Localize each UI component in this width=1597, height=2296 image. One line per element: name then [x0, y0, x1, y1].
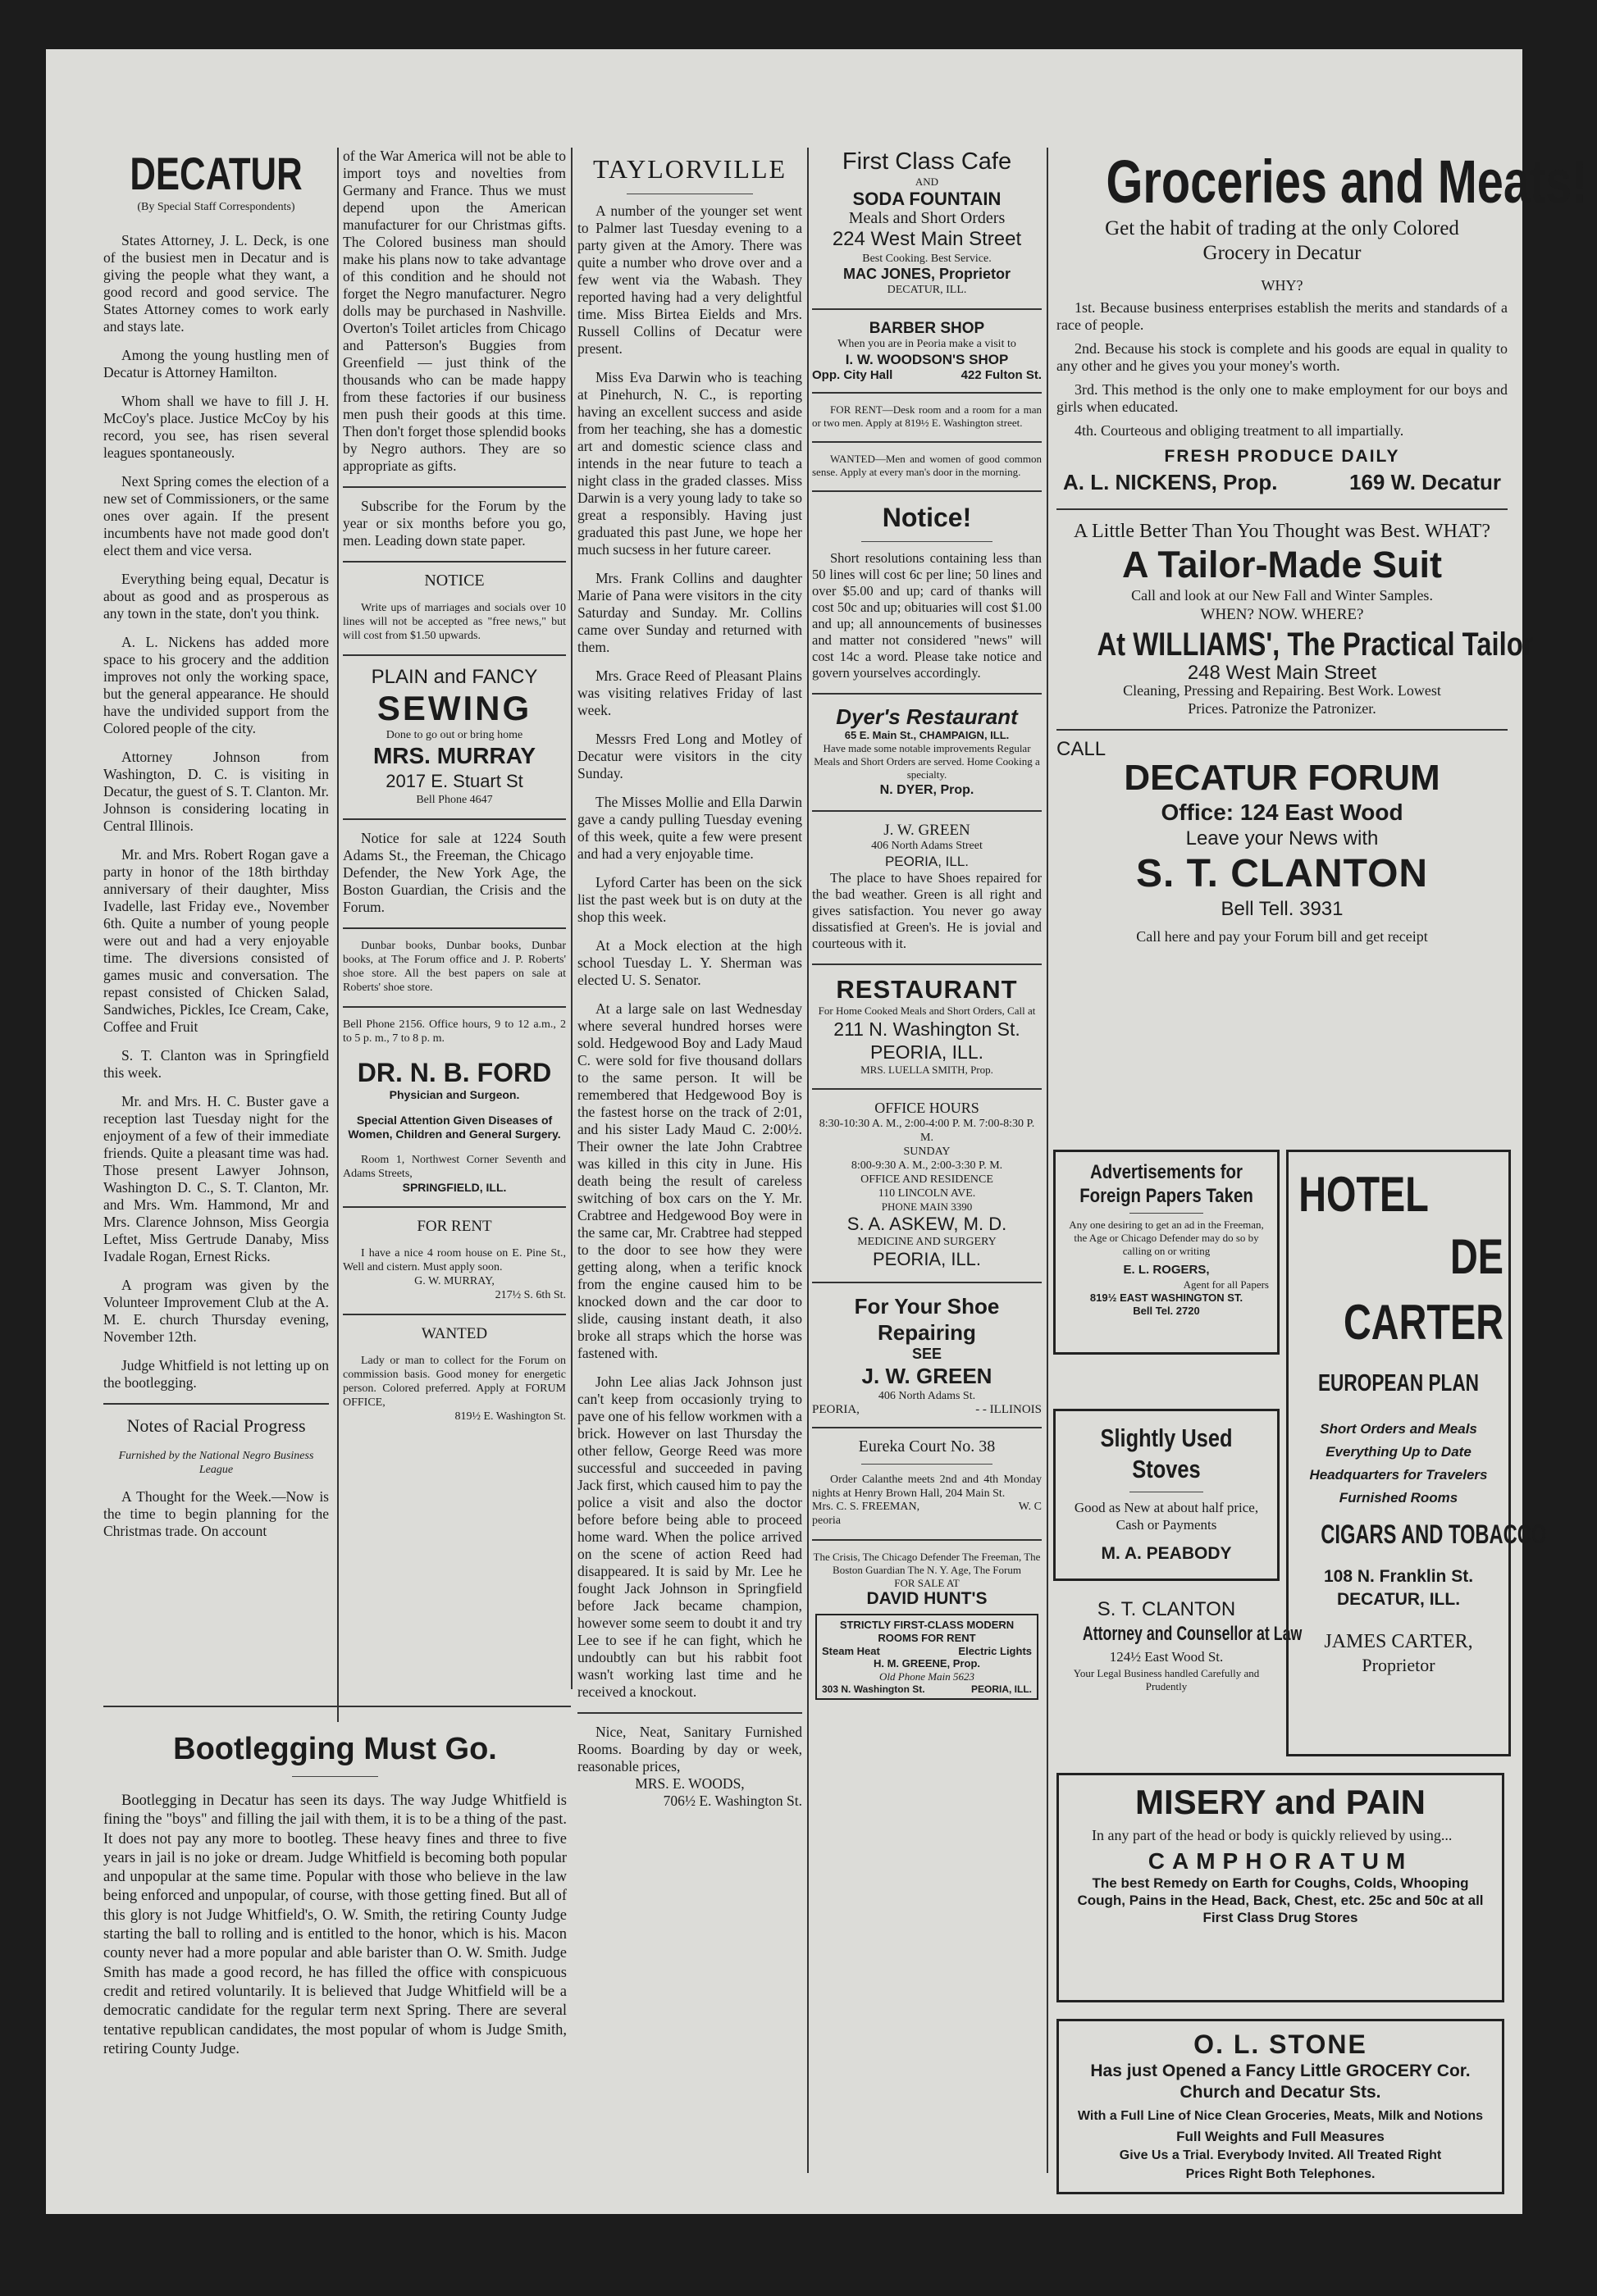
eureka-title: Eureka Court No. 38 — [858, 1437, 996, 1456]
divider — [343, 654, 566, 656]
groceries-reason: 1st. Because business enterprises establish the merits and standards of a race of people. — [1056, 299, 1508, 333]
barber-address: 422 Fulton St. — [960, 368, 1042, 382]
hotel-services: Short Orders and Meals Everything Up to Date Headquarters for Travelers Furnished Rooms — [1309, 1421, 1488, 1506]
divider — [861, 541, 992, 542]
greene-address: 303 N. Washington St. — [822, 1683, 925, 1695]
paragraph: At a Mock election at the high school Tuesday L. Y. Sherman was elected U. S. Senator. — [577, 937, 802, 988]
restaurant-city: PEORIA, ILL. — [869, 1041, 984, 1063]
adv-address: 819½ EAST WASHINGTON ST. — [1089, 1292, 1243, 1304]
divider — [812, 1427, 1042, 1428]
paragraph: At a large sale on last Wednesday where several hundred horses were sold. Hedgewood Boy and Lady Maud C. were sold for five thousand dollars to the same person. It will be remembered that Hedgewood Boy is the fastest horse on the track of 2:01, and his sister Lady Maud C. 2:00½. Their owner the late John Crabtree was killed in this city in June. His death being the result of careless switching of box cars on the Y. Mr. Crabtree and Hedgewood Boy were in the same car, Mr. Crabtree had stepped to the door to see how they were getting along, when a terific knock from the engine caused him to be knocked down and the car door to slide, causing instant death, it also broke all straps which the horse was fastened with. — [577, 1000, 802, 1361]
paragraph: Among the young hustling men of Decatur is Attorney Hamilton. — [103, 347, 329, 380]
greene-phone: Old Phone Main 5623 — [879, 1670, 974, 1683]
divider — [861, 1464, 992, 1465]
paragraph: Mr. and Mrs. H. C. Buster gave a reception last Tuesday night for the enjoyment of a few of their immediate friends. Quite a pleasant time was had. Those present Lawyer Johnson, Washington D. C., S. T. Clanton, Mr. and Mrs. Wm. Hammond, Mr and Mrs. Clarence Johnson, Miss Georgia Leftet, Miss Gertrude Danaby, Miss Ivadale Rogan, Ernest Ricks. — [103, 1093, 329, 1264]
misery-title: MISERY and PAIN — [1135, 1783, 1426, 1821]
hotel-name: DE CARTER — [1344, 1229, 1503, 1350]
shoe-see: SEE — [911, 1346, 942, 1362]
green-city: PEORIA, ILL. — [884, 854, 970, 869]
paragraph: A number of the younger set went to Palmer last Tuesday evening to a party given at the Amory. There was quite a number who drove over and a few went via the Wabash. They reported having had a very delightful time. Miss Birtea Eields and Mrs. Russell Collins of Decatur were present. — [577, 203, 802, 357]
askew-hours-label: OFFICE HOURS — [874, 1100, 979, 1116]
divider — [292, 1776, 378, 1777]
divider — [343, 561, 566, 563]
sewing-address: 2017 E. Stuart St — [386, 771, 523, 791]
askew-hours: 8:30-10:30 A. M., 2:00-4:00 P. M. 7:00-8:30 P. M. — [819, 1118, 1035, 1144]
forum-note: Call here and pay your Forum bill and get receipt — [1136, 928, 1428, 945]
eureka-title-short: W. C — [1018, 1501, 1042, 1513]
paragraph: Mrs. Frank Collins and daughter Marie of Pana were visitors in the city Saturday and Sunday. Mr. Collins came over Sunday and returned with them. — [577, 570, 802, 655]
forrent-classified: FOR RENT—Desk room and a room for a man or two men. Apply at 819½ E. Washington street. — [812, 403, 1042, 429]
askew-phone: PHONE MAIN 3390 — [881, 1200, 973, 1213]
wanted-address: 819½ E. Washington St. — [454, 1410, 566, 1423]
stone-name: O. L. STONE — [1193, 2029, 1367, 2059]
forum-agent: S. T. CLANTON — [1135, 852, 1429, 895]
divider — [103, 1403, 329, 1405]
ford-name: DR. N. B. FORD — [357, 1058, 552, 1087]
taylorville-column — [577, 148, 802, 2214]
divider — [1056, 508, 1508, 510]
shoe-title-2: Repairing — [878, 1320, 976, 1345]
ads-column — [812, 148, 1042, 2214]
askew-specialty: MEDICINE AND SURGERY — [857, 1236, 997, 1248]
stone-line: With a Full Line of Nice Clean Groceries, Meats, Milk and Notions — [1077, 2109, 1484, 2123]
divider — [812, 1539, 1042, 1541]
column-rule — [337, 148, 339, 1722]
barber-title: BARBER SHOP — [869, 320, 985, 337]
column-two — [343, 148, 566, 1697]
notes-text: A Thought for the Week.—Now is the time to begin planning for the Christmas trade. On account — [103, 1488, 329, 1539]
paragraph: Lyford Carter has been on the sick list the past week but is on duty at the shop this week. — [577, 874, 802, 925]
green-name: J. W. GREEN — [883, 822, 970, 839]
notes-heading: Notes of Racial Progress — [126, 1415, 306, 1436]
paragraph: Attorney Johnson from Washington, D. C. is visiting in Decatur, the guest of S. T. Clanton. Mr. Johnson is considering locating in Central Illinois. — [103, 749, 329, 834]
cafe-address: 224 West Main Street — [832, 228, 1022, 250]
barber-name: I. W. WOODSON'S SHOP — [845, 352, 1009, 367]
bootlegging-text: Bootlegging in Decatur has seen its days. The way Judge Whitfield is fining the "boys" and filling the jail with them, it is to be a thing of the past. It does not pay any more to bootleg. These heavy fines and three to five years in jail is no joke or dream. Judge Whitfield is becoming both popular and unpopular at the same time. Popular with those who believe in the law being enforced and unpopular, of course, with those getting fined. But all of this glory is not Judge Whitfield's, O. W. Smith, the retiring County Judge starting the ball to rolling and is entitled to the honor, which is his. Macon county never had a more popular and able barister than O. W. Smith. Judge Smith has made a good record, he has filled the office with conspicuous credit and retired voluntarily. It is believed that Judge Whitfield will be a democratic candidate for the regular term next Spring. There are several tentative republican candidates, the most popular of whom is Judge Smith, retiring County Judge. — [103, 1793, 567, 2057]
cafe-line: Meals and Short Orders — [848, 209, 1006, 227]
ford-title: Physician and Surgeon. — [389, 1088, 520, 1101]
paragraph: Mr. and Mrs. Robert Rogan gave a party in honor of the 18th birthday anniversary of their daughter, Miss Ivadelle, last Friday eve., November 6th. Quite a number of young people were out and had a very enjoyable time. The diversions consisted of games music and conversation. The repast consisted of Chicken Salad, Sandwiches, Pickles, Ice Cream, Cake, Coffee and Fruit — [103, 846, 329, 1035]
greene-title: STRICTLY FIRST-CLASS MODERN ROOMS FOR RENT — [839, 1619, 1015, 1644]
clanton-title: Attorney and Counsellor at Law — [1082, 1623, 1303, 1645]
cafe-subtitle: SODA FOUNTAIN — [852, 189, 1002, 209]
groceries-tagline: Get the habit of trading at the only Colored Grocery in Decatur — [1105, 217, 1459, 264]
clanton-text: Your Legal Business handled Carefully and Prudently — [1073, 1667, 1260, 1692]
tailor-services: Cleaning, Pressing and Repairing. Best Work. Lowest Prices. Patronize the Patronizer. — [1123, 682, 1441, 717]
divider — [812, 490, 1042, 492]
stone-line: Give Us a Trial. Everybody Invited. All Treated Right — [1119, 2148, 1442, 2162]
paragraph: Everything being equal, Decatur is about as good and as prosperous as any town in the state, don't you think. — [103, 571, 329, 622]
divider — [812, 693, 1042, 695]
groceries-proprietor: A. L. NICKENS, Prop. — [1063, 470, 1278, 494]
shoe-name: J. W. GREEN — [861, 1364, 992, 1388]
divider — [812, 441, 1042, 443]
rent-name: G. W. MURRAY, — [414, 1275, 495, 1287]
foreign-papers-ad — [1053, 1150, 1280, 1355]
cafe-city: DECATUR, ILL. — [887, 284, 967, 296]
rent-address: 217½ S. 6th St. — [495, 1289, 566, 1301]
shoe-city: PEORIA, — [812, 1403, 860, 1416]
paragraph: Mrs. Grace Reed of Pleasant Plains was visiting relatives Friday of last week. — [577, 667, 802, 718]
hotel-title: HOTEL — [1298, 1167, 1429, 1222]
wanted-text: Lady or man to collect for the Forum on commission basis. Good money for energetic person. Colored preferred. Apply at FORUM OFFICE, — [343, 1355, 566, 1409]
shoe-address: 406 North Adams St. — [878, 1390, 976, 1402]
divider — [343, 1314, 566, 1315]
tailor-line: Call and look at our New Fall and Winter Samples. — [1131, 587, 1433, 604]
greene-heat: Steam Heat — [822, 1645, 880, 1657]
misery-product: CAMPHORATUM — [1148, 1848, 1413, 1874]
groceries-title: Groceries and Meats! — [1106, 148, 1588, 216]
cafe-proprietor: MAC JONES, Proprietor — [842, 266, 1011, 282]
groceries-why: WHY? — [1261, 277, 1303, 294]
sewing-name: MRS. MURRAY — [372, 743, 536, 768]
woods-address: 706½ E. Washington St. — [663, 1793, 802, 1809]
askew-office: OFFICE AND RESIDENCE — [860, 1173, 993, 1186]
paragraph: Judge Whitfield is not letting up on the bootlegging. — [103, 1357, 329, 1391]
notice-heading: Notice! — [882, 503, 972, 532]
tailor-tagline: A Little Better Than You Thought was Best. WHAT? — [1074, 521, 1490, 542]
askew-sunday: 8:00-9:30 A. M., 2:00-3:30 P. M. — [851, 1159, 1003, 1172]
adv-title: Advertisements for Foreign Papers Taken — [1079, 1161, 1253, 1207]
hotel-ad — [1286, 1150, 1547, 1756]
restaurant-address: 211 N. Washington St. — [833, 1018, 1020, 1040]
restaurant-line: For Home Cooked Meals and Short Orders, Call at — [818, 1004, 1036, 1017]
adv-phone: Bell Tel. 2720 — [1133, 1305, 1200, 1317]
forum-title: DECATUR FORUM — [1124, 758, 1440, 798]
forsale-note: Notice for sale at 1224 South Adams St., the Freeman, the Chicago Defender, the New York Age, the Boston Guardian, the Crisis and the Forum. — [343, 830, 566, 915]
bootlegging-heading: Bootlegging Must Go. — [173, 1732, 497, 1766]
divider — [812, 392, 1042, 394]
tailor-name: At WILLIAMS', The Practical Tailor — [1097, 626, 1534, 663]
divider — [812, 963, 1042, 965]
hotel-address: 108 N. Franklin St. — [1323, 1567, 1474, 1586]
greene-proprietor: H. M. GREENE, Prop. — [873, 1657, 980, 1670]
forum-call: CALL — [1056, 738, 1106, 760]
tailor-title: A Tailor-Made Suit — [1121, 544, 1442, 585]
paragraph: The Misses Mollie and Ella Darwin gave a candy pulling Tuesday evening of this week, quite a few were present and had a very enjoyable time. — [577, 794, 802, 862]
groceries-reason: 4th. Courteous and obliging treatment to all impartially. — [1075, 422, 1404, 439]
tailor-when: WHEN? NOW. WHERE? — [1200, 606, 1364, 623]
hunt-name: DAVID HUNT'S — [866, 1589, 988, 1608]
paragraph: Whom shall we have to fill J. H. McCoy's place. Justice McCoy by his record, you see, has risen several leagues spontaneously. — [103, 393, 329, 461]
decatur-paras — [103, 232, 329, 1392]
divider — [577, 1712, 802, 1714]
sewing-ad — [343, 666, 566, 807]
section-rule — [103, 1706, 571, 1707]
stoves-text: Good as New at about half price, Cash or Payments — [1074, 1500, 1259, 1533]
column-rule — [571, 148, 573, 1689]
decatur-heading: DECATUR — [130, 148, 303, 199]
paragraph: States Attorney, J. L. Deck, is one of the busiest men in Decatur and is giving the people what they want, a good record and good service. The States Attorney comes to work early and stays late. — [103, 232, 329, 335]
divider — [343, 818, 566, 820]
askew-city: PEORIA, ILL. — [872, 1249, 982, 1269]
notice-text: Write ups of marriages and socials over 10 lines will not be accepted as "free news," but will cost from $1.50 upwards. — [343, 602, 566, 642]
stone-announcement: Has just Opened a Fancy Little GROCERY Cor. Church and Decatur Sts. — [1090, 2061, 1471, 2102]
clanton-name: S. T. CLANTON — [1097, 1598, 1236, 1620]
greene-lights: Electric Lights — [958, 1645, 1032, 1657]
decatur-column — [103, 148, 329, 1697]
clanton-address: 124½ East Wood St. — [1109, 1649, 1224, 1665]
sewing-line: PLAIN and FANCY — [371, 666, 538, 688]
notice-rates: Short resolutions containing less than 50 lines will cost 6c per line; 50 lines and over $5.00 and up; card of thanks will cost 50c and up; obituaries will cost $1.00 and up; all announcements of businesses and matter not considered "news" will cost 14c a word. Please take notice and govern yourselves accordingly. — [812, 550, 1042, 681]
forum-office: Office: 124 East Wood — [1161, 800, 1403, 825]
divider — [343, 927, 566, 929]
wanted-heading: WANTED — [421, 1325, 488, 1342]
adv-text: Any one desiring to get an ad in the Freeman, the Age or Chicago Defender may do so by calling on or writing — [1069, 1219, 1264, 1257]
stoves-ad — [1053, 1409, 1280, 1581]
paragraph: S. T. Clanton was in Springfield this week. — [103, 1047, 329, 1081]
hotel-plan: EUROPEAN PLAN — [1317, 1370, 1480, 1396]
hotel-proprietor: Proprietor — [1362, 1655, 1435, 1675]
hotel-city: DECATUR, ILL. — [1336, 1590, 1461, 1609]
adv-agent: Agent for all Papers — [1183, 1278, 1269, 1291]
forum-phone: Bell Tell. 3931 — [1221, 898, 1344, 920]
groceries-produce: FRESH PRODUCE DAILY — [1164, 447, 1400, 466]
column-rule — [1047, 148, 1048, 2173]
divider — [343, 1006, 566, 1008]
misery-text: In any part of the head or body is quickly relieved by using... — [1092, 1827, 1453, 1843]
stone-grocery-ad — [1056, 2019, 1504, 2194]
sewing-title: SEWING — [376, 689, 532, 727]
barber-location: Opp. City Hall — [812, 368, 893, 382]
sewing-line: Done to go out or bring home — [386, 729, 523, 741]
shoe-title: For Your Shoe — [854, 1294, 1000, 1319]
divider — [343, 486, 566, 488]
cafe-line: Best Cooking. Best Service. — [862, 253, 992, 265]
paragraph: A program was given by the Volunteer Improvement Club at the A. M. E. church Thursday evening, November 12th. — [103, 1277, 329, 1345]
rent-heading: FOR RENT — [417, 1218, 492, 1235]
stone-line: Full Weights and Full Measures — [1176, 2129, 1385, 2144]
ford-city: SPRINGFIELD, ILL. — [402, 1181, 507, 1194]
stoves-name: M. A. PEABODY — [1101, 1544, 1232, 1563]
adv-name: E. L. ROGERS, — [1123, 1263, 1210, 1277]
rent-text: I have a nice 4 room house on E. Pine St., Well and cistern. Must apply soon. — [343, 1247, 566, 1273]
notes-subheading: Furnished by the National Negro Business League — [118, 1450, 314, 1476]
eureka-text: Order Calanthe meets 2nd and 4th Monday nights at Henry Brown Hall, 204 Main St. — [812, 1474, 1042, 1500]
column-rule — [807, 148, 809, 2173]
paragraph: John Lee alias Jack Johnson just can't keep from occasionly trying to pave one of his fellow workmen with a brick. However on last Thursday the other fellow, George Reed was more successful and succeeded in paving Jack first, which caused him to pay the police a visit and also the doctor before before being able to proceed home ward. When the police arrived on the scene of action Reed had disappeared. It is said by Mr. Lee he fought Jack Johnson in Springfield before Jack became champion, however some seem to doubt it and try Lee to see if he can fight, which he undoubtly can but his rabbit foot wasn't working last time and he received a knockout. — [577, 1374, 802, 1700]
divider — [1129, 1213, 1203, 1214]
stone-line: Prices Right Both Telephones. — [1185, 2167, 1376, 2181]
restaurant-proprietor: MRS. LUELLA SMITH, Prop. — [860, 1064, 993, 1076]
green-text: The place to have Shoes repaired for the bad weather. Green is all right and gives satisfaction. You never go away dissatisfied at Green's. He is jovial and courteous with it. — [812, 870, 1042, 951]
dyer-address: 65 E. Main St., CHAMPAIGN, ILL. — [844, 729, 1010, 741]
divider — [812, 1088, 1042, 1090]
askew-address: 110 LINCOLN AVE. — [878, 1187, 976, 1200]
ford-special: Special Attention Given Diseases of Women, Children and General Surgery. — [348, 1114, 561, 1141]
restaurant-title: RESTAURANT — [836, 975, 1018, 1004]
dunbar-note: Dunbar books, Dunbar books, Dunbar books, at The Forum office and J. P. Roberts' shoe store. All the best papers on sale at Roberts' shoe store. — [343, 940, 566, 994]
paragraph: Messrs Fred Long and Motley of Decatur were visitors in the city Sunday. — [577, 731, 802, 781]
subscribe-note: Subscribe for the Forum by the year or six months before you go, men. Leading down state paper. — [343, 498, 566, 549]
tailor-address: 248 West Main Street — [1187, 662, 1377, 684]
bootlegging-article — [103, 1722, 567, 2206]
paragraph: Miss Eva Darwin who is teaching at Pinehurch, N. C., is reporting having an excellent success and aside from her teaching, she has a domestic art and domestic science class and intends in the near future to teach a night class in the graded classes. Miss Darwin is a very young lady to take so great a responsibly. Having just graduated this past June, we hope her much sucsess in her future career. — [577, 369, 802, 558]
groceries-address: 169 W. Decatur — [1349, 470, 1501, 494]
camphoratum-ad — [1056, 1773, 1504, 2002]
woods-ad: Nice, Neat, Sanitary Furnished Rooms. Boarding by day or week, reasonable prices, — [577, 1724, 802, 1774]
stoves-title: Slightly Used Stoves — [1100, 1424, 1233, 1483]
misery-details: The best Remedy on Earth for Coughs, Colds, Whooping Cough, Pains in the Head, Back, Chest, etc. 25c and 50c at all First Class Drug Stores — [1077, 1875, 1484, 1925]
cafe-title: First Class Cafe — [842, 148, 1012, 175]
paragraph: Next Spring comes the election of a new set of Commissioners, or the same ones over again. If the present incumbents have not made good don't elect them and vice versa. — [103, 473, 329, 558]
askew-sunday-label: SUNDAY — [903, 1146, 951, 1158]
groceries-reason: 3rd. This method is the only one to make employment for our boys and girls when educated. — [1056, 381, 1508, 415]
paragraph: A. L. Nickens has added more space to his grocery and the addition improves not only the working space, but the general appearance. He should have the undivided support from the Colored people of the city. — [103, 634, 329, 736]
taylorville-heading: TAYLORVILLE — [592, 154, 787, 184]
dyer-proprietor: N. DYER, Prop. — [879, 783, 974, 797]
divider — [812, 810, 1042, 812]
askew-name: S. A. ASKEW, M. D. — [846, 1214, 1007, 1234]
forum-line: Leave your News with — [1185, 827, 1379, 850]
decatur-byline: (By Special Staff Correspondents) — [137, 201, 295, 213]
groceries-reason: 2nd. Because his stock is complete and his goods are equal in quality to any other and he gives you your money's worth. — [1056, 340, 1508, 374]
divider — [812, 1282, 1042, 1283]
newspaper-page — [46, 49, 1588, 2214]
barber-line: When you are in Peoria make a visit to — [837, 338, 1016, 350]
divider — [1056, 729, 1508, 731]
divider — [343, 1206, 566, 1208]
hunt-papers: The Crisis, The Chicago Defender The Freeman, The Boston Guardian The N. Y. Age, The Forum — [813, 1551, 1041, 1576]
sewing-phone: Bell Phone 4647 — [416, 794, 493, 806]
wanted-classified: WANTED—Men and women of good common sense. Apply at every man's door in the morning. — [812, 453, 1042, 478]
dyer-title: Dyer's Restaurant — [836, 704, 1018, 729]
green-address: 406 North Adams Street — [871, 840, 983, 852]
eureka-city: peoria — [812, 1515, 841, 1527]
dyer-text: Have made some notable improvements Regular Meals and Short Orders are served. Home Cooking a specialty. — [814, 742, 1040, 781]
woods-name: MRS. E. WOODS, — [635, 1775, 745, 1792]
paragraph: of the War America will not be able to import toys and novelties from Germany and France. Thus we must depend upon the American manufacturer for our Christmas gifts. The Colored business man should make his plans now to take advantage of this condition and he should not forget the Negro manufacturer. Negro dolls may be purchased in Nashville. Overton's Toilet articles from Chicago and Patterson's Buggies from Greenfield — just think of the thousands who can be made happy from these factories if our business men push their goods at this time. Then don't forget those splendid books by Negro authors. They are so appropriate as gifts. — [343, 148, 566, 474]
eureka-name: Mrs. C. S. FREEMAN, — [812, 1501, 920, 1513]
cafe-and: AND — [915, 175, 939, 188]
clanton-ad — [1053, 1597, 1303, 1758]
hotel-proprietor-name: JAMES CARTER, — [1324, 1631, 1473, 1652]
greene-city: PEORIA, ILL. — [970, 1683, 1032, 1695]
notice-heading: NOTICE — [424, 572, 485, 590]
hunt-forsale: FOR SALE AT — [894, 1577, 960, 1589]
ford-address: Room 1, Northwest Corner Seventh and Adams Streets, — [343, 1154, 566, 1180]
ford-hours: Bell Phone 2156. Office hours, 9 to 12 a.m., 2 to 5 p. m., 7 to 8 p. m. — [343, 1018, 566, 1045]
hotel-cigars: CIGARS AND TOBACCO — [1321, 1519, 1547, 1549]
greene-box — [815, 1614, 1038, 1700]
divider — [812, 308, 1042, 310]
shoe-state: - - ILLINOIS — [975, 1403, 1042, 1416]
